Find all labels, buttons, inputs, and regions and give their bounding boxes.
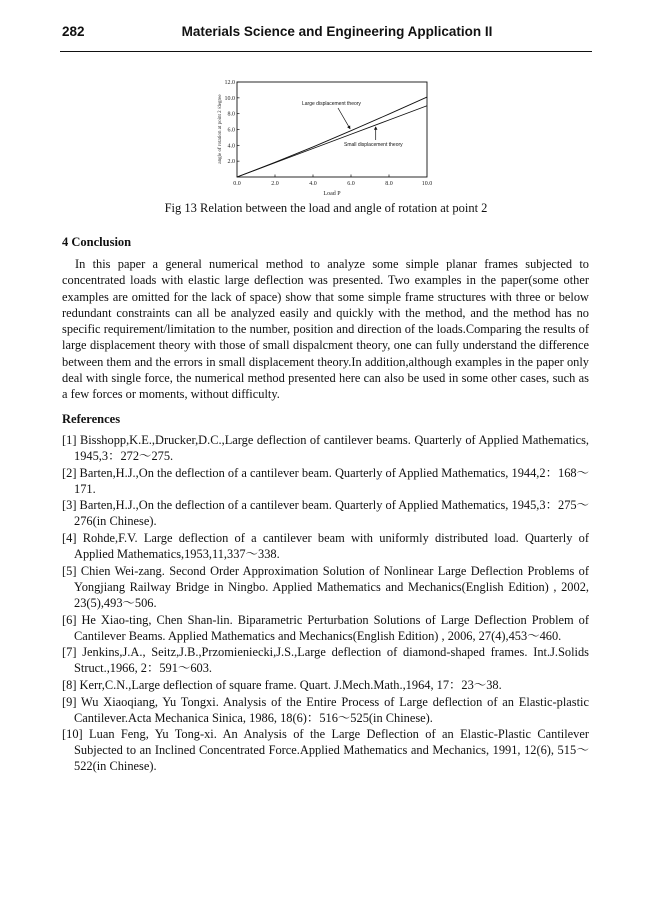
reference-item: [4] Rohde,F.V. Large deflection of a cantilever beam with uniformly distributed load. Quarterly of Applied Mathematics,1953,11,337～338. xyxy=(62,531,589,562)
figure-13 xyxy=(212,76,442,198)
y-tick-label: 6.0 xyxy=(227,127,235,134)
reference-item: [3] Barten,H.J.,On the deflection of a cantilever beam. Quarterly of Applied Mathematics, 1945,3：275～276(in Chinese). xyxy=(62,498,589,529)
x-tick-label: 0.0 xyxy=(233,181,241,187)
x-tick-label: 8.0 xyxy=(385,181,393,187)
annotation-large-displacement: Large displacement theory xyxy=(302,101,361,107)
reference-item: [10] Luan Feng, Yu Tong-xi. An Analysis of the Large Deflection of an Elastic-Plastic Cantilever Subjected to an Inclined Concentrated Force.Applied Mathematics and Mechanics, 1991, 12(6), 515～522(in Chinese). xyxy=(62,727,589,774)
reference-item: [6] He Xiao-ting, Chen Shan-lin. Biparametric Perturbation Solutions of Large Deflection Problem of Cantilever Beams. Applied Mathematics and Mechanics(English Edition) , 2006, 27(4),453～460. xyxy=(62,612,589,643)
reference-item: [1] Bisshopp,K.E.,Drucker,D.C.,Large deflection of cantilever beams. Quarterly of Applied Mathematics, 1945,3：272～275. xyxy=(62,433,589,464)
y-axis-label: angle of rotation at point 2 /degree xyxy=(218,94,223,164)
reference-item: [5] Chien Wei-zang. Second Order Approximation Solution of Nonlinear Large Deflection Problems of Yongjiang Railway Bridge in Ningbo. Applied Mathematics and Mechanics(English Edition) , 2002, 23(5),493～506. xyxy=(62,563,589,610)
references-heading: References xyxy=(62,412,121,426)
reference-item: [7] Jenkins,J.A., Seitz,J.B.,Przomieniecki,J.S.,Large deflection of diamond-shaped frames. Int.J.Solids Struct.,1966, 2：591～603. xyxy=(62,645,589,676)
annotation-arrow xyxy=(338,108,350,129)
x-tick-label: 10.0 xyxy=(421,181,433,187)
chart-series xyxy=(237,97,427,177)
running-header xyxy=(62,22,590,52)
chart-ticks xyxy=(225,80,433,187)
journal-title: Materials Science and Engineering Application II xyxy=(181,24,493,39)
x-tick-label: 2.0 xyxy=(271,181,279,187)
conclusion-paragraph: In this paper a general numerical method to analyze some simple planar frames subjected to concentrated loads with elastic large deflection was presented. Two examples in the paper(some other examples are omitted for the lack of space) show that some simple frame structures with three or below redundant constraints can all be analyzed easily and quickly with the method, and the method has no specific requirement/limitation to the number, position and direction of the loads.Comparing the results of large displacement theory with those of small dispalcment theory, one can fully understand the difference between them and the errors in small displacement theory.In addition,although examples in the paper only deal with single force, the numerical method presented here can also be used in some other cases, such as a few forces or moments, without difficulty. xyxy=(62,257,589,402)
y-tick-label: 10.0 xyxy=(224,95,235,102)
load-rotation-chart xyxy=(212,76,442,198)
reference-item: [8] Kerr,C.N.,Large deflection of square frame. Quart. J.Mech.Math.,1964, 17：23～38. xyxy=(62,677,502,692)
plot-frame xyxy=(237,82,427,177)
x-tick-label: 4.0 xyxy=(309,181,317,187)
x-axis-label: Load P xyxy=(323,191,341,197)
annotation-small-displacement: Small displacement theory xyxy=(344,142,403,148)
page-number: 282 xyxy=(62,24,85,39)
figure-caption: Fig 13 Relation between the load and angle of rotation at point 2 xyxy=(164,201,488,215)
y-tick-label: 2.0 xyxy=(227,159,235,166)
reference-list xyxy=(62,432,589,775)
x-tick-label: 6.0 xyxy=(347,181,355,187)
y-tick-label: 8.0 xyxy=(227,111,235,118)
series-line-large-displacement xyxy=(237,97,427,177)
reference-item: [9] Wu Xiaoqiang, Yu Tongxi. Analysis of the Entire Process of Large deflection of an Elastic-plastic Cantilever.Acta Mechanica Sinica, 1986, 18(6)：516～525(in Chinese). xyxy=(62,694,589,725)
y-tick-label: 4.0 xyxy=(227,143,235,150)
chart-axes xyxy=(237,82,427,177)
header-rule xyxy=(60,51,592,52)
reference-item: [2] Barten,H.J.,On the deflection of a cantilever beam. Quarterly of Applied Mathematics, 1944,2：168～171. xyxy=(62,465,589,496)
y-tick-label: 12.0 xyxy=(224,80,235,86)
chart-annotations xyxy=(302,101,403,148)
section-heading-conclusion: 4 Conclusion xyxy=(62,235,132,249)
